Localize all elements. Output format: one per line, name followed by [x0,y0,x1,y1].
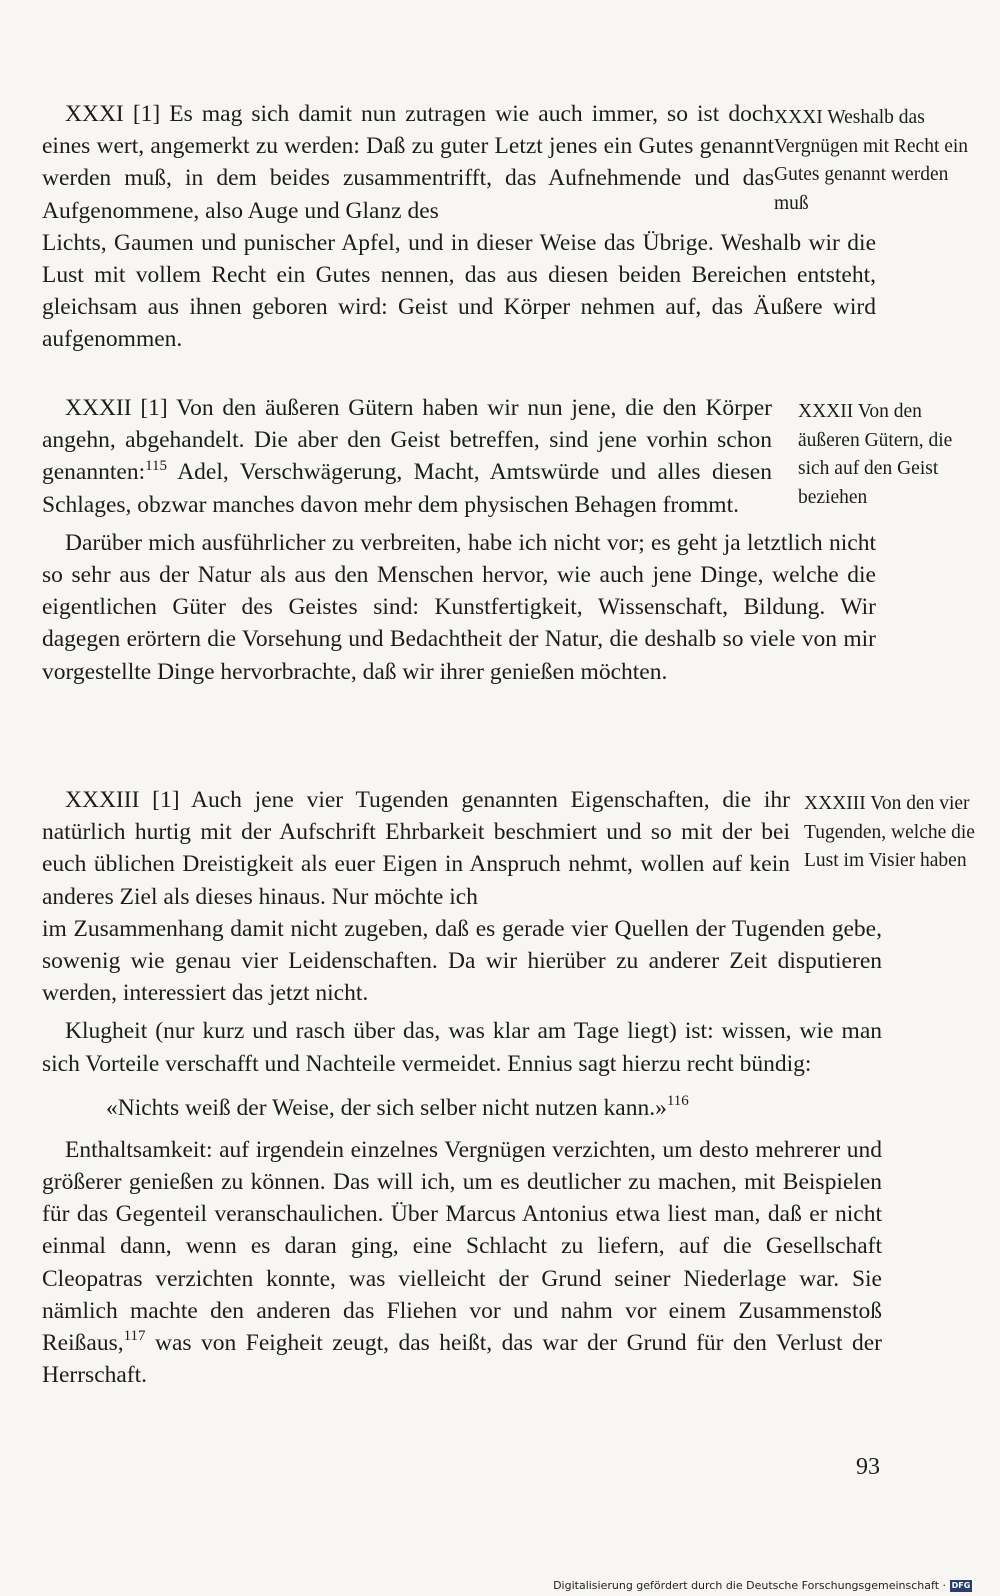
marginal-note-xxxi: XXXI Weshalb das Vergnügen mit Recht ein Gutes genannt werden muß [774,107,969,214]
section-xxxi-continuation: Lichts, Gaumen und punischer Apfel, und in dieser Weise das Übrige. Weshalb wir die Lust mit vollem Recht ein Gutes nennen, das aus diesen beiden Bereichen entsteht, gleichsam aus ihnen geboren wird: Geist und Körper nehmen auf, das Äußere wird aufgenommen. [42,229,876,353]
section-xxxiii-lead-text: XXXIII [1] Auch jene vier Tugenden genannten Eigenschaften, die ihr natürlich hurtig mit der Aufschrift Ehrbarkeit beschmiert und so mit der bei euch üblichen Dreistigkeit als euer Eigen in Anspruch nehmt, wollen auf kein anderes Ziel als dieses hinaus. Nur möchte ich [42,787,790,910]
section-xxxiii-paragraph-2: Klugheit (nur kurz und rasch über das, was klar am Tage liegt) ist: wissen, wie man sich Vorteile verschafft und Nachteile vermeidet. Ennius sagt hierzu recht bündig: [42,1018,882,1077]
section-xxxiii [42,784,975,1391]
footnote-ref-117[interactable]: 117 [123,1328,146,1345]
ennius-quote: «Nichts weiß der Weise, der sich selber nicht nutzen kann.»$^{116}$ [106,1093,689,1121]
footer-credit [553,1579,972,1592]
section-xxxiii-continuation: im Zusammenhang damit nicht zugeben, daß es gerade vier Quellen der Tugenden gebe, sowenig wie genau vier Leidenschaften. Da wir hierüber zu anderer Zeit disputieren werden, interessiert das jetzt nicht. [42,915,882,1007]
section-xxxiii-paragraph-3: Enthaltsamkeit: auf irgendein einzelnes Vergnügen verzichten, um desto mehrerer und größerer genießen zu können. Das will ich, um es deutlicher zu machen, mit Beispielen für das Gegenteil veranschaulichen. Über Marcus Antonius etwa liest man, daß er nicht einmal dann, wenn es daran ging, eine Schlacht zu liefern, auf die Gesellschaft Cleopatras verzichten konnte, was vielleicht der Grund seiner Niederlage war. Sie nämlich machte den anderen das Fliehen vor und nahm vor einem Zusammenstoß Reißaus,$^{117}$ was von Feigheit zeugt, das heißt, das war der Grund für den Verlust der Herrschaft. [42,1136,882,1389]
footnote-ref-115[interactable]: 115 [145,457,168,474]
section-xxxii [42,392,953,688]
dfg-logo-icon: DFG [951,1580,971,1590]
section-xxxi [42,98,969,356]
marginal-note-xxxii: XXXII Von den äußeren Gütern, die sich auf den Geist beziehen [798,401,953,508]
footer-credit-text: Digitalisierung gefördert durch die Deutsche Forschungsgemeinschaft · [553,1579,946,1592]
section-xxxi-lead-text: XXXI [1] Es mag sich damit nun zutragen wie auch immer, so ist doch eines wert, angemerkt zu werden: Daß zu guter Letzt jenes ein Gutes genannt werden muß, in dem beides zusammentrifft, das Aufnehmende und das Aufgenommene, also Auge und Glanz des [42,101,774,224]
footnote-ref-116[interactable]: 116 [666,1093,689,1109]
section-xxxii-paragraph-2: Darüber mich ausführlicher zu verbreiten, habe ich nicht vor; es geht ja letztlich nicht so sehr aus der Natur als aus den Menschen hervor, wie auch jene Dinge, welche die eigentlichen Güter des Geistes sind: Kunstfertigkeit, Wissenschaft, Bildung. Wir dagegen erörtern die Vorsehung und Bedachtheit der Natur, die deshalb so viele von mir vorgestellte Dinge hervorbrachte, daß wir ihrer genießen möchten. [42,529,876,685]
page-number: 93 [856,1454,880,1480]
marginal-note-xxxiii: XXXIII Von den vier Tugenden, welche die Lust im Visier haben [804,793,975,872]
section-xxxii-lead-text: XXXII [1] Von den äußeren Gütern haben wir nun jene, die den Körper angehn, abgehandelt. Die aber den Geist betreffen, sind jene vorhin schon genannten:$^{115}$ Adel, Verschwägerung, Macht, Amtswürde und alles diesen Schlages, obzwar manches davon mehr dem physischen Behagen frommt. [42,395,772,518]
